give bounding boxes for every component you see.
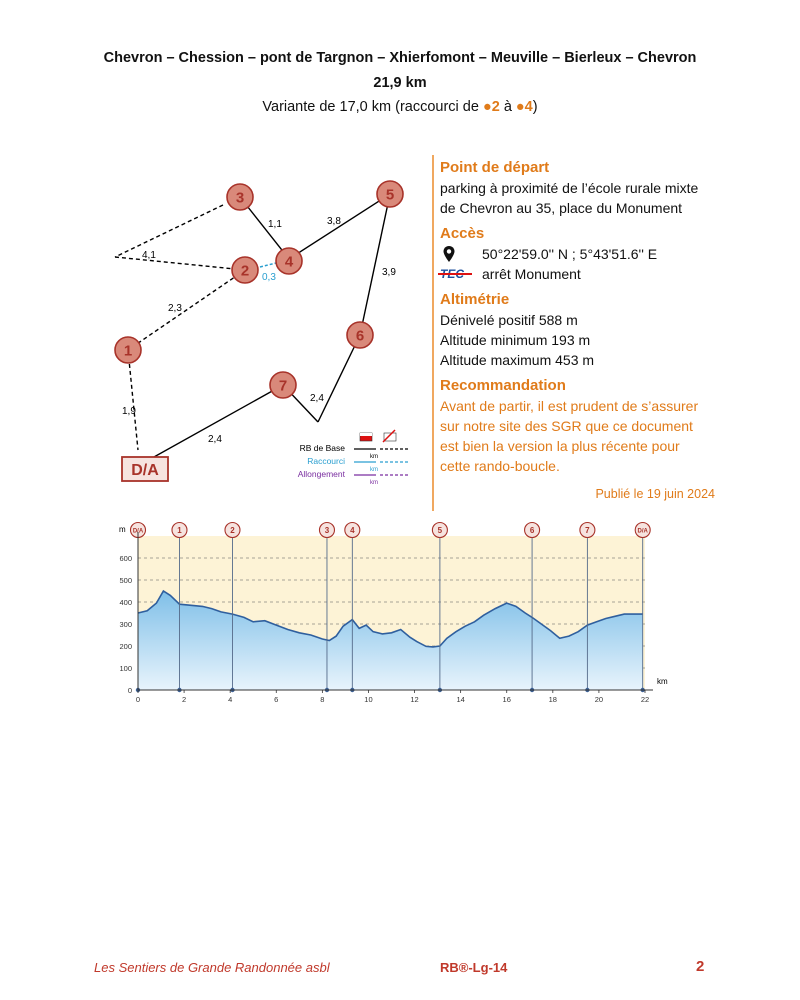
- waypoint-2: [232, 257, 258, 283]
- x-tick-label: 4: [228, 695, 233, 704]
- elevation-chart: [110, 518, 690, 710]
- svg-text:6: 6: [355, 327, 365, 345]
- label-6-7: 2,4: [310, 393, 324, 404]
- label-1-da: 1,9: [122, 406, 136, 417]
- recommendation-heading: Recommandation: [440, 377, 566, 394]
- y-tick-label: 100: [119, 664, 132, 673]
- y-tick-label: 600: [119, 554, 132, 563]
- svg-text:1: 1: [123, 342, 133, 360]
- altimetry-heading: Altimétrie: [440, 291, 510, 308]
- legend-base: RB de Base: [299, 443, 345, 453]
- waypoint-1: [115, 337, 141, 363]
- location-pin-icon: [442, 245, 456, 263]
- tec-logo: [440, 264, 476, 284]
- segment-7-da: [145, 385, 283, 462]
- marker-label: D/A: [132, 528, 144, 535]
- reco-line-4: cette rando-boucle.: [440, 458, 560, 474]
- legend-extension: Allongement: [297, 469, 345, 479]
- published-date: Publié le 19 juin 2024: [595, 487, 715, 501]
- label-4-5: 3,8: [327, 216, 341, 227]
- marker-label: 1: [177, 526, 182, 535]
- segment-5-6: [360, 194, 390, 335]
- label-7-da: 2,4: [208, 434, 222, 445]
- route-title: Chevron – Chession – pont de Targnon – Xhierfomont – Meuville – Bierleux – Chevron: [103, 50, 697, 66]
- svg-text:5: 5: [385, 186, 395, 204]
- svg-text:3: 3: [235, 189, 245, 207]
- x-tick-label: 22: [640, 695, 650, 704]
- x-tick-label: 0: [135, 695, 141, 704]
- label-apex-2: 4,1: [142, 250, 156, 261]
- waypoint-4: [276, 248, 302, 274]
- legend-shortcut: Raccourci: [307, 456, 345, 466]
- segment-6-7a: [318, 335, 360, 422]
- bus-row: [440, 264, 715, 284]
- label-5-6: 3,9: [382, 267, 396, 278]
- x-tick-label: 18: [548, 695, 557, 704]
- segment-2-1: [128, 270, 245, 350]
- variant-to: ●4: [515, 99, 533, 115]
- label-2-4: 0,3: [262, 272, 276, 283]
- segment-apex-2: [115, 257, 245, 270]
- legend-shortcut-unit: km: [370, 467, 378, 473]
- start-line-2: de Chevron au 35, place du Monument: [440, 200, 683, 216]
- y-tick-label: 200: [119, 642, 132, 651]
- altitude-max: Altitude maximum 453 m: [440, 352, 595, 368]
- x-tick-label: 16: [502, 695, 511, 704]
- waypoint-3: [227, 184, 253, 210]
- y-axis-label: m: [119, 525, 126, 534]
- marker-label: 5: [437, 526, 443, 535]
- waypoint-5: [377, 181, 403, 207]
- variant-from: ●2: [482, 99, 500, 115]
- x-tick-label: 2: [182, 695, 187, 704]
- footer-organization: Les Sentiers de Grande Randonnée asbl: [94, 960, 330, 975]
- variant-mid: à: [499, 99, 516, 115]
- variant-prefix: Variante de 17,0 km (raccourci de: [262, 99, 483, 115]
- svg-text:D/A: D/A: [131, 462, 159, 479]
- x-tick-label: 8: [320, 695, 325, 704]
- label-1-2: 2,3: [168, 303, 182, 314]
- segment-1-da: [128, 350, 138, 450]
- route-distance: 21,9 km: [373, 75, 427, 91]
- waypoint-start-finish: [122, 457, 168, 481]
- svg-text:4: 4: [284, 253, 294, 271]
- y-tick-label: 0: [127, 686, 132, 695]
- legend-base-unit: km: [370, 454, 378, 460]
- marker-label: 7: [585, 526, 590, 535]
- marker-label: 2: [230, 526, 235, 535]
- waypoint-7: [270, 372, 296, 398]
- legend-flags: [360, 430, 396, 442]
- elevation-gain: Dénivelé positif 588 m: [440, 312, 578, 328]
- page-number: 2: [696, 958, 705, 975]
- coordinates: 50°22'59.0'' N ; 5°43'51.6'' E: [482, 246, 658, 262]
- x-tick-label: 6: [274, 695, 279, 704]
- x-tick-label: 20: [594, 695, 604, 704]
- footer-route-code: RB®-Lg-14: [440, 960, 508, 975]
- x-tick-label: 14: [456, 695, 465, 704]
- variant-suffix: ): [532, 99, 538, 115]
- x-axis-label: km: [657, 677, 668, 686]
- segment-3-apex: [115, 205, 223, 257]
- route-variant: [0, 99, 800, 115]
- y-tick-label: 500: [119, 576, 132, 585]
- svg-text:7: 7: [278, 377, 288, 395]
- route-map: [90, 150, 430, 495]
- legend-extension-unit: km: [370, 480, 378, 486]
- svg-text:2: 2: [240, 262, 250, 280]
- bus-stop: arrêt Monument: [482, 266, 581, 282]
- marker-label: 4: [350, 526, 355, 535]
- info-divider: [432, 155, 434, 511]
- altitude-min: Altitude minimum 193 m: [440, 332, 591, 348]
- marker-label: 3: [324, 526, 330, 535]
- info-panel: [440, 158, 715, 504]
- coords-row: [440, 244, 715, 264]
- x-tick-label: 10: [364, 695, 373, 704]
- y-tick-label: 300: [119, 620, 132, 629]
- y-tick-label: 400: [119, 598, 132, 607]
- label-3-4: 1,1: [268, 219, 282, 230]
- reco-line-1: Avant de partir, il est prudent de s’assurer: [440, 398, 699, 414]
- access-heading: Accès: [440, 225, 485, 242]
- map-legend: [298, 430, 408, 486]
- waypoint-6: [347, 322, 373, 348]
- reco-line-2: sur notre site des SGR que ce document: [440, 418, 693, 434]
- start-heading: Point de départ: [440, 159, 550, 176]
- marker-label: 6: [529, 526, 535, 535]
- marker-label: D/A: [637, 528, 648, 535]
- reco-line-3: est bien la version la plus récente pour: [440, 438, 680, 454]
- x-tick-label: 12: [410, 695, 419, 704]
- start-line-1: parking à proximité de l’école rurale mixte: [440, 180, 699, 196]
